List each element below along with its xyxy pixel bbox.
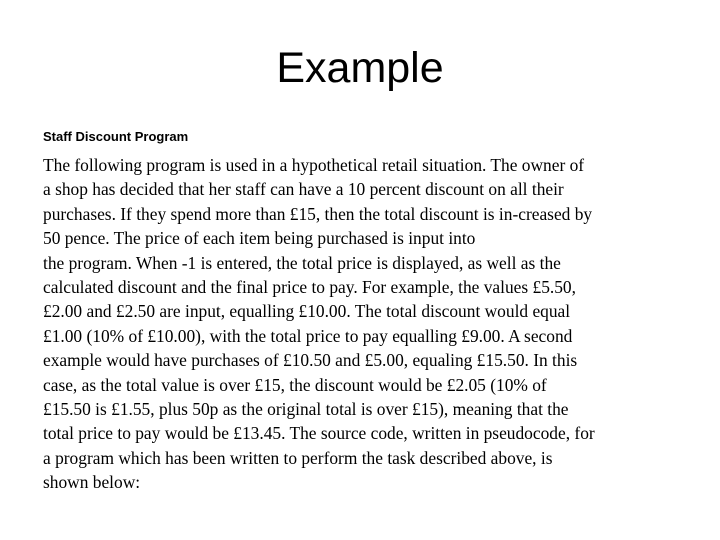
body-line: £15.50 is £1.55, plus 50p as the original total is over £15), meaning that the	[43, 399, 569, 420]
body-line: shown below:	[43, 472, 141, 493]
body-line: case, as the total value is over £15, the discount would be £2.05 (10% of	[43, 374, 547, 395]
body-line: £2.00 and £2.50 are input, equalling £10.00. The total discount would equal	[43, 301, 571, 322]
body-paragraph	[43, 153, 683, 495]
body-line: a program which has been written to perform the task described above, is	[43, 447, 553, 468]
body-line: £1.00 (10% of £10.00), with the total price to pay equalling £9.00. A second	[43, 325, 573, 346]
body-line: the program. When -1 is entered, the total price is displayed, as well as the	[43, 252, 561, 273]
body-line: total price to pay would be £13.45. The source code, written in pseudocode, for	[43, 423, 595, 444]
slide-title: Example	[276, 44, 444, 92]
body-line: The following program is used in a hypothetical retail situation. The owner of	[43, 155, 585, 175]
body-line: calculated discount and the final price to pay. For example, the values £5.50,	[43, 277, 576, 298]
body-line: 50 pence. The price of each item being purchased is input into	[43, 228, 476, 249]
body-line: purchases. If they spend more than £15, then the total discount is in-creased by	[43, 203, 593, 224]
body-line: a shop has decided that her staff can have a 10 percent discount on all their	[43, 179, 564, 200]
slide-subtitle: Staff Discount Program	[43, 129, 189, 144]
body-line: example would have purchases of £10.50 and £5.00, equaling £15.50. In this	[43, 350, 578, 371]
